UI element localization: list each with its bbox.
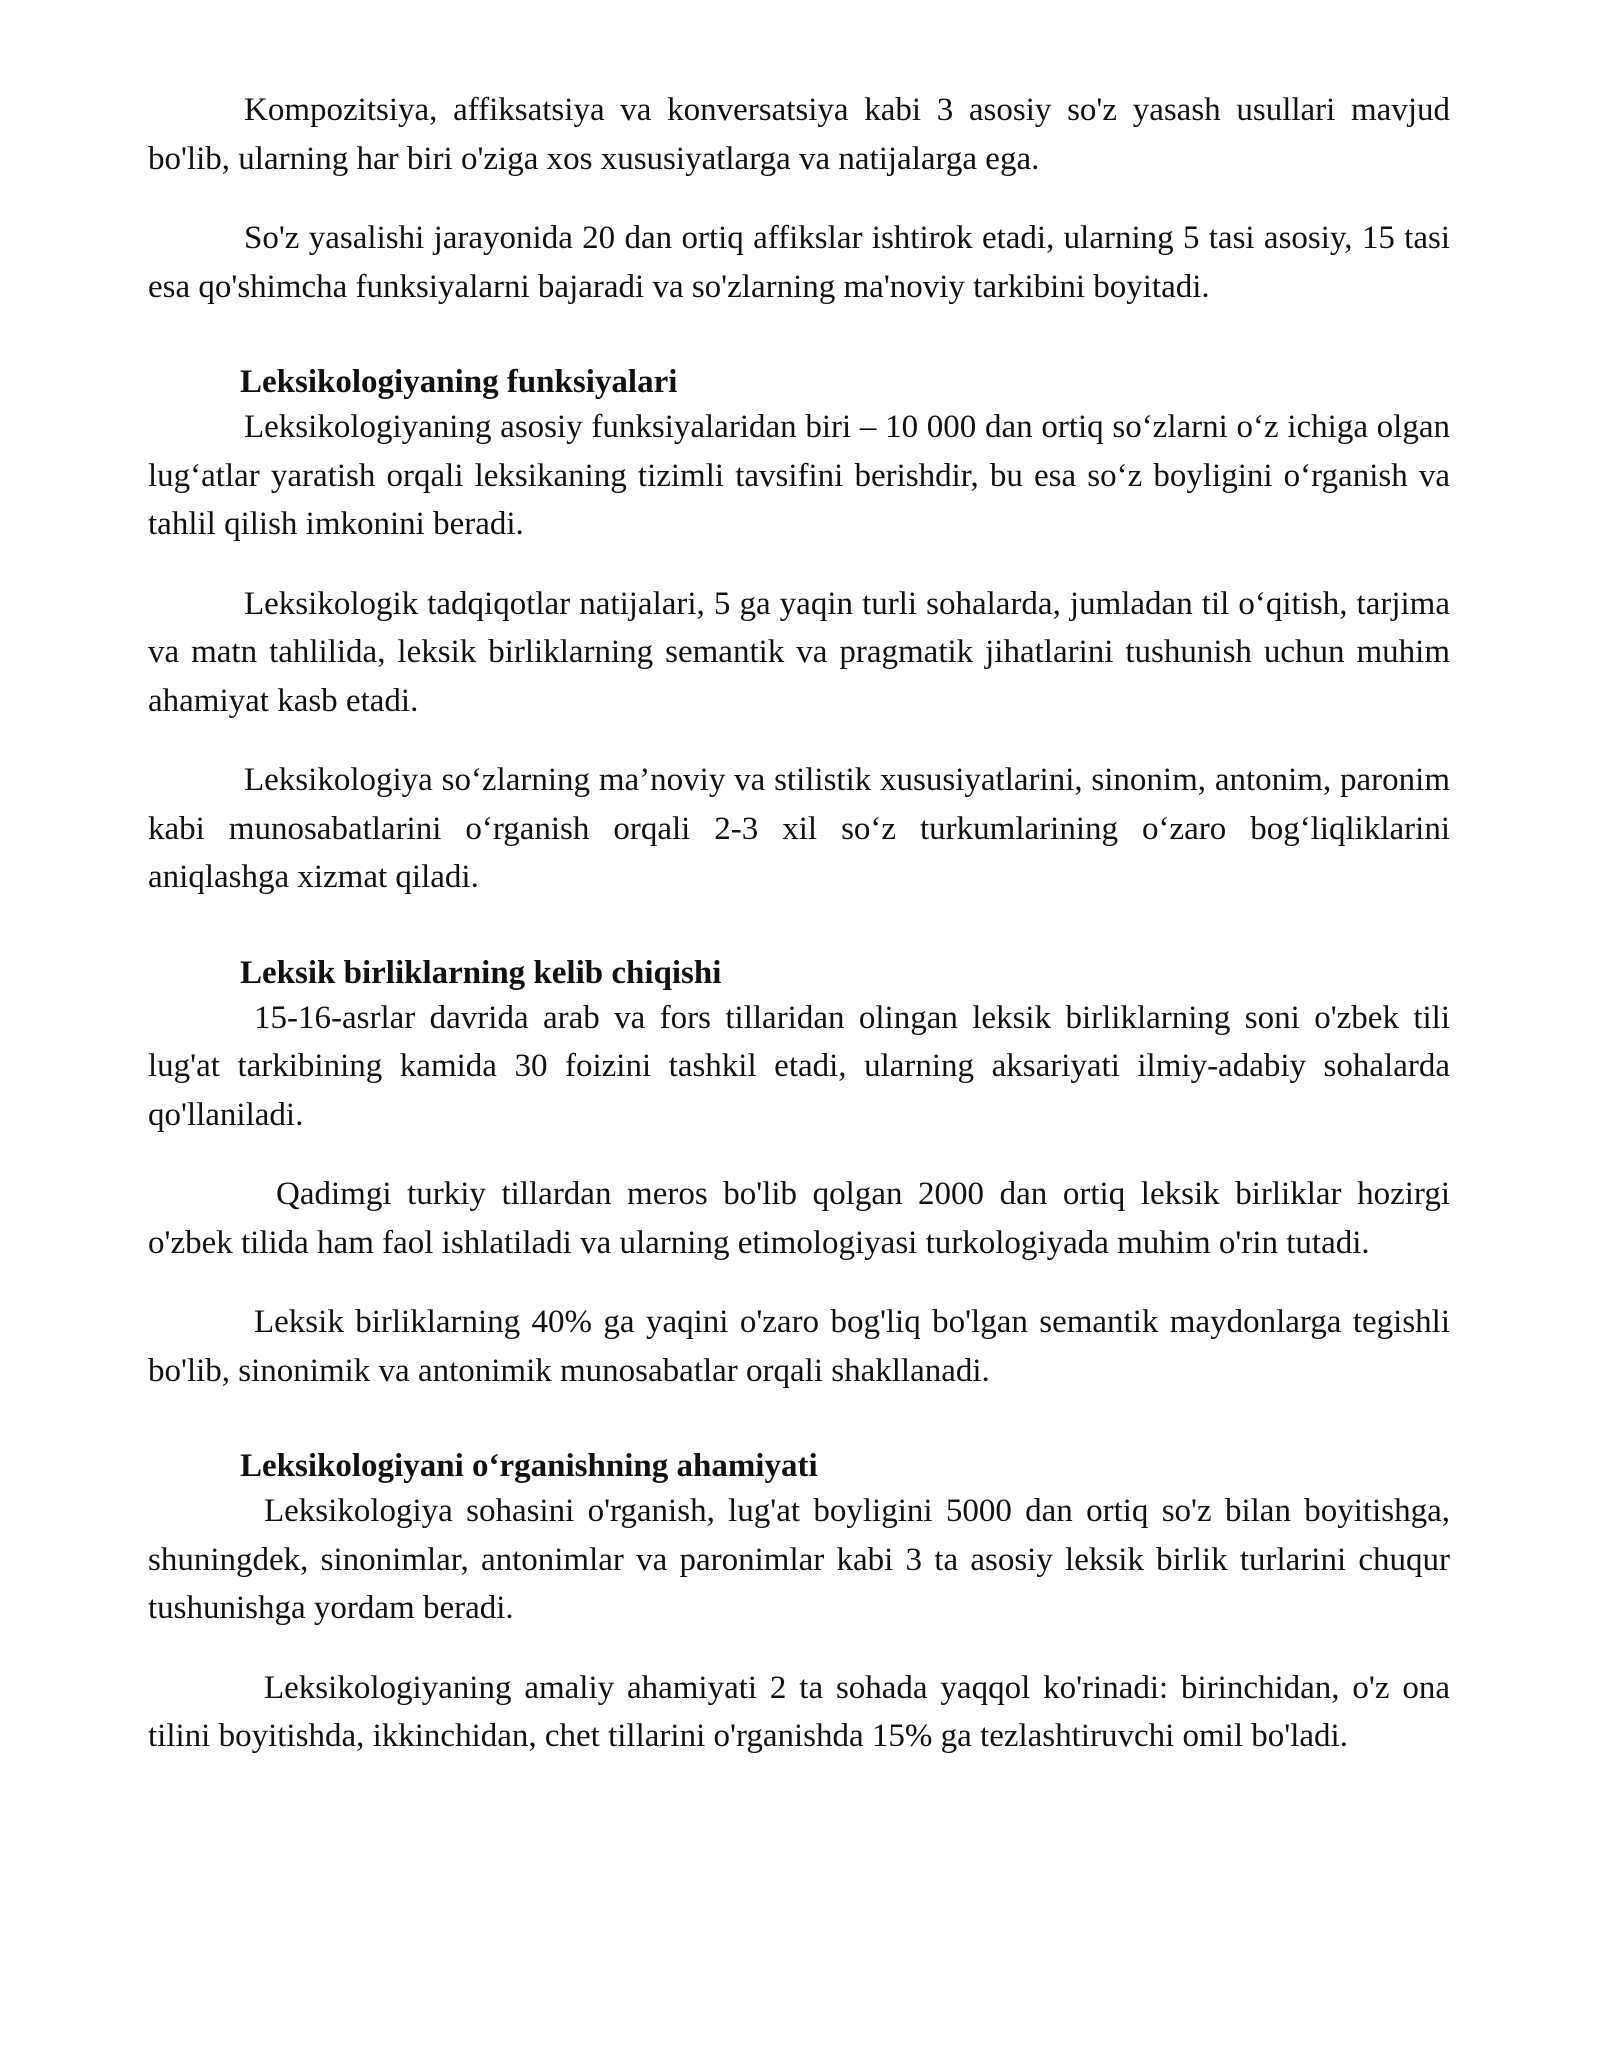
paragraph: Leksikologik tadqiqotlar natijalari, 5 ga yaqin turli sohalarda, jumladan til o‘qitish, tarjima va matn tahlilida, leksik birliklarning semantik va pragmatik jihatlarini tushunish uchun muhim ahamiyat kasb etadi. xyxy=(148,585,1450,719)
paragraph: Kompozitsiya, affiksatsiya va konversatsiya kabi 3 asosiy so'z yasash usullari mavjud bo'lib, ularning har biri o'ziga xos xususiyatlarga va natijalarga ega. xyxy=(148,92,1450,177)
paragraph: Leksikologiya sohasini o'rganish, lug'at boyligini 5000 dan ortiq so'z bilan boyitishga, shuningdek, sinonimlar, antonimlar va paronimlar kabi 3 ta asosiy leksik birlik turlarini chuqur tushunishga yordam beradi. xyxy=(148,1493,1450,1626)
paragraph: 15-16-asrlar davrida arab va fors tillaridan olingan leksik birliklarning soni o'zbek tili lug'at tarkibining kamida 30 foizini tashkil etadi, ularning aksariyati ilmiy-adabiy sohalarda qo'llaniladi. xyxy=(148,999,1450,1133)
paragraph: Leksik birliklarning 40% ga yaqini o'zaro bog'liq bo'lgan semantik maydonlarga tegishli bo'lib, sinonimik va antonimik munosabatlar orqali shakllanadi. xyxy=(148,1304,1450,1389)
paragraph: Leksikologiyaning asosiy funksiyalaridan biri – 10 000 dan ortiq so‘zlarni o‘z ichiga olgan lug‘atlar yaratish orqali leksikaning tizimli tavsifini berishdir, bu esa so‘z boyligini o‘rganish va tahlil qilish imkonini beradi. xyxy=(148,409,1450,542)
section-heading: Leksik birliklarning kelib chiqishi xyxy=(240,954,722,991)
section-heading: Leksikologiyaning funksiyalari xyxy=(240,364,678,400)
paragraph: So'z yasalishi jarayonida 20 dan ortiq affikslar ishtirok etadi, ularning 5 tasi asosiy, 15 tasi esa qo'shimcha funksiyalarni bajaradi va so'zlarning ma'noviy tarkibini boyitadi. xyxy=(148,220,1450,305)
paragraph: Leksikologiya so‘zlarning ma’noviy va stilistik xususiyatlarini, sinonim, antonim, paronim kabi munosabatlarini o‘rganish orqali 2-3 xil so‘z turkumlarining o‘zaro bog‘liqliklarini aniqlashga xizmat qiladi. xyxy=(148,762,1450,895)
section-heading: Leksikologiyani o‘rganishning ahamiyati xyxy=(240,1448,818,1484)
document-page xyxy=(148,86,1450,1792)
paragraph: Leksikologiyaning amaliy ahamiyati 2 ta sohada yaqqol ko'rinadi: birinchidan, o'z ona tilini boyitishda, ikkinchidan, chet tillarini o'rganishda 15% ga tezlashtiruvchi omil bo'ladi. xyxy=(148,1669,1450,1754)
paragraph: Qadimgi turkiy tillardan meros bo'lib qolgan 2000 dan ortiq leksik birliklar hozirgi o'zbek tilida ham faol ishlatiladi va ularning etimologiyasi turkologiyada muhim o'rin tutadi. xyxy=(148,1176,1450,1261)
